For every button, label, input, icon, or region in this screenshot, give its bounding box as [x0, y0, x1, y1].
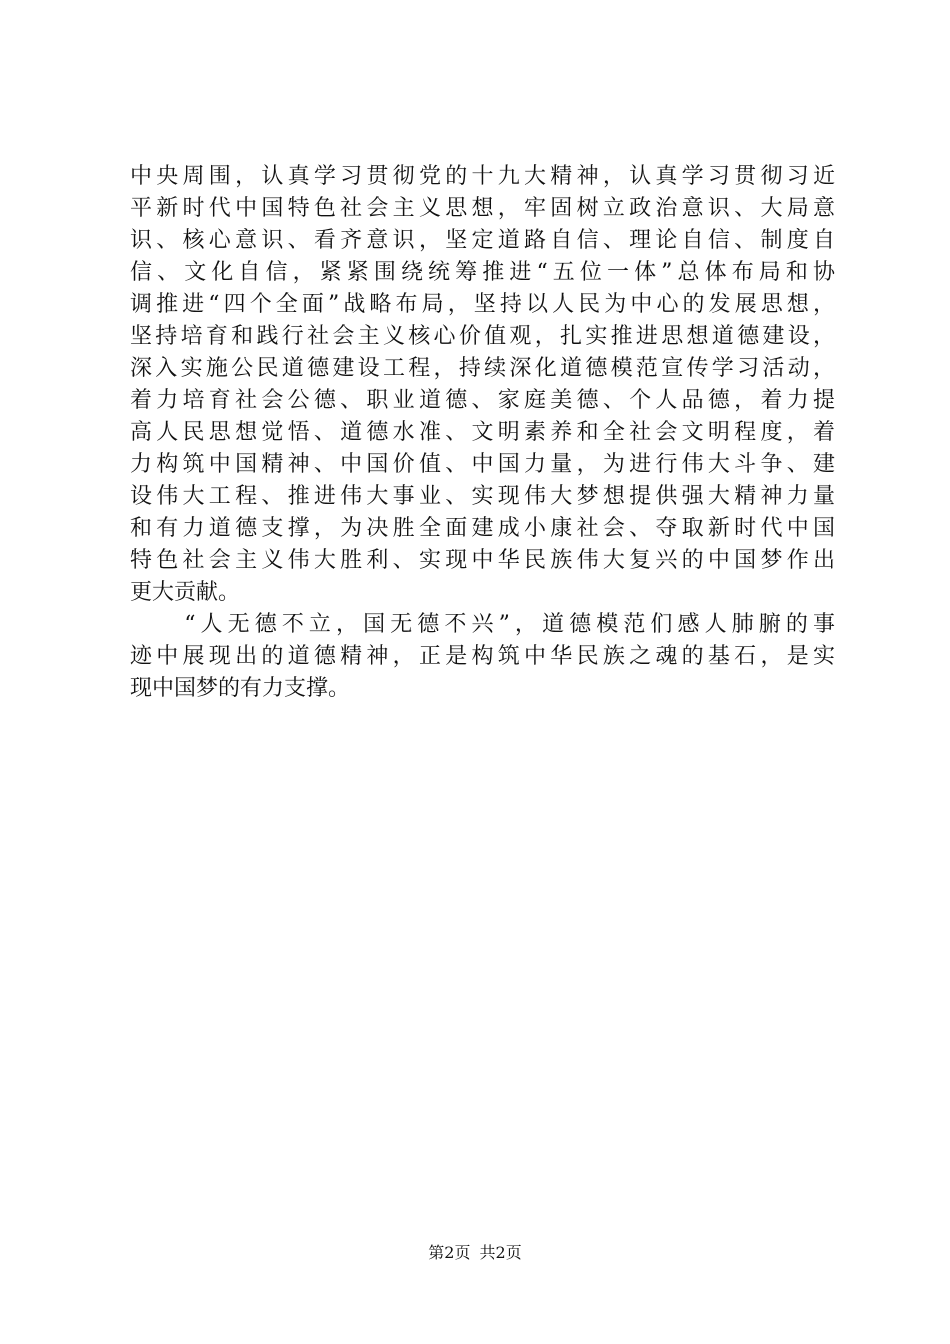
page-footer: [0, 1243, 950, 1263]
page-total: 共2页: [479, 1243, 522, 1262]
text-line: 调推进“四个全面”战略布局，坚持以人民为中心的发展思想，: [130, 292, 835, 317]
paragraph-1: [130, 161, 835, 609]
text-line: 高人民思想觉悟、道德水准、文明素养和全社会文明程度，着: [130, 420, 835, 445]
text-line: “人无德不立，国无德不兴”，道德模范们感人肺腑的事: [130, 612, 835, 637]
text-line: 坚持培育和践行社会主义核心价值观，扎实推进思想道德建设，: [130, 324, 835, 349]
text-line: 现中国梦的有力支撑。: [130, 676, 351, 701]
text-line: 力构筑中国精神、中国价值、中国力量，为进行伟大斗争、建: [130, 452, 835, 477]
text-line: 平新时代中国特色社会主义思想，牢固树立政治意识、大局意: [130, 196, 835, 221]
text-line: 更大贡献。: [130, 580, 241, 605]
text-line: 和有力道德支撑，为决胜全面建成小康社会、夺取新时代中国: [130, 516, 835, 541]
text-line: 识、核心意识、看齐意识，坚定道路自信、理论自信、制度自: [130, 228, 835, 253]
text-line: 着力培育社会公德、职业道德、家庭美德、个人品德，着力提: [130, 388, 835, 413]
document-body: [130, 161, 835, 705]
text-line: 迹中展现出的道德精神，正是构筑中华民族之魂的基石，是实: [130, 644, 835, 669]
paragraph-2: [130, 609, 835, 705]
page-number: 第2页: [428, 1243, 471, 1262]
text-line: 设伟大工程、推进伟大事业、实现伟大梦想提供强大精神力量: [130, 484, 835, 509]
text-line: 深入实施公民道德建设工程，持续深化道德模范宣传学习活动，: [130, 356, 835, 381]
text-line: 中央周围，认真学习贯彻党的十九大精神，认真学习贯彻习近: [130, 164, 835, 189]
text-line: 信、文化自信，紧紧围绕统筹推进“五位一体”总体布局和协: [130, 260, 835, 285]
text-line: 特色社会主义伟大胜利、实现中华民族伟大复兴的中国梦作出: [130, 548, 835, 573]
